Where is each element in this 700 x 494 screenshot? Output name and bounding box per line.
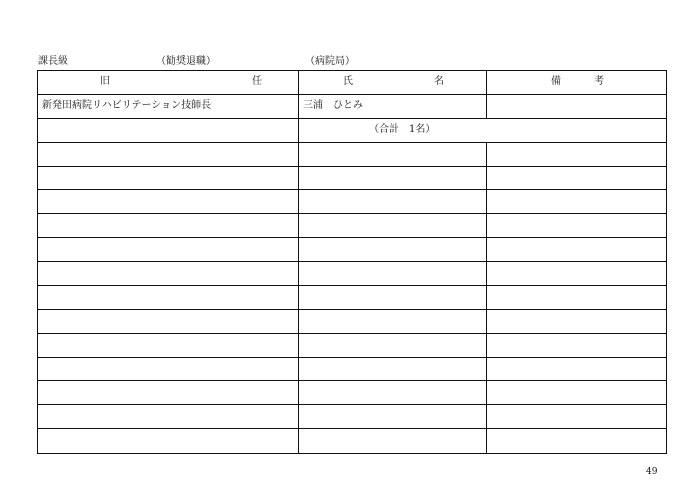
empty-cell (487, 214, 666, 238)
empty-cell (487, 262, 666, 286)
empty-cell (299, 358, 487, 382)
personnel-table (37, 70, 667, 454)
empty-cell (38, 358, 299, 382)
empty-cell (487, 310, 666, 334)
empty-cell (487, 405, 666, 429)
empty-cell (38, 405, 299, 429)
column-header-remarks (487, 71, 666, 95)
name-cell: 三浦 ひとみ (299, 95, 487, 119)
column-header-char: 備 (551, 76, 561, 88)
empty-cell (299, 429, 487, 453)
empty-cell (38, 334, 299, 358)
empty-cell (299, 190, 487, 214)
header-reason-label: （勧奨退職） (156, 56, 216, 67)
empty-cell (299, 381, 487, 405)
column-header-char: 氏 (343, 76, 353, 88)
empty-cell (38, 286, 299, 310)
empty-cell (487, 381, 666, 405)
empty-cell (487, 334, 666, 358)
empty-cell (299, 143, 487, 167)
empty-cell (487, 143, 666, 167)
empty-cell (299, 167, 487, 191)
empty-cell (299, 214, 487, 238)
empty-cell (487, 190, 666, 214)
empty-cell (487, 167, 666, 191)
empty-cell (38, 310, 299, 334)
empty-cell (38, 143, 299, 167)
empty-cell (299, 286, 487, 310)
empty-cell (299, 238, 487, 262)
empty-cell (38, 214, 299, 238)
total-count: （合計 1名） (299, 119, 666, 143)
header-department-label: （病院局） (305, 56, 355, 67)
column-header-char: 旧 (100, 76, 110, 88)
remarks-cell (487, 95, 666, 119)
header-rank-label: 課長級 (38, 56, 68, 67)
empty-cell (299, 405, 487, 429)
empty-cell (299, 262, 487, 286)
empty-cell (38, 262, 299, 286)
empty-cell (38, 429, 299, 453)
previous-post-cell: 新発田病院リハビリテーション技師長 (38, 95, 299, 119)
empty-cell (38, 381, 299, 405)
empty-cell (487, 429, 666, 453)
column-header-char: 名 (434, 76, 444, 88)
column-header-name (299, 71, 487, 95)
empty-cell (487, 286, 666, 310)
empty-cell (38, 167, 299, 191)
empty-cell (38, 238, 299, 262)
empty-cell (487, 358, 666, 382)
empty-cell (38, 119, 299, 143)
empty-cell (38, 190, 299, 214)
empty-cell (299, 310, 487, 334)
page-number: 49 (646, 467, 658, 477)
column-header-previous-post (38, 71, 299, 95)
column-header-char: 任 (252, 76, 262, 88)
empty-cell (487, 238, 666, 262)
empty-cell (299, 334, 487, 358)
column-header-char: 考 (594, 76, 604, 88)
